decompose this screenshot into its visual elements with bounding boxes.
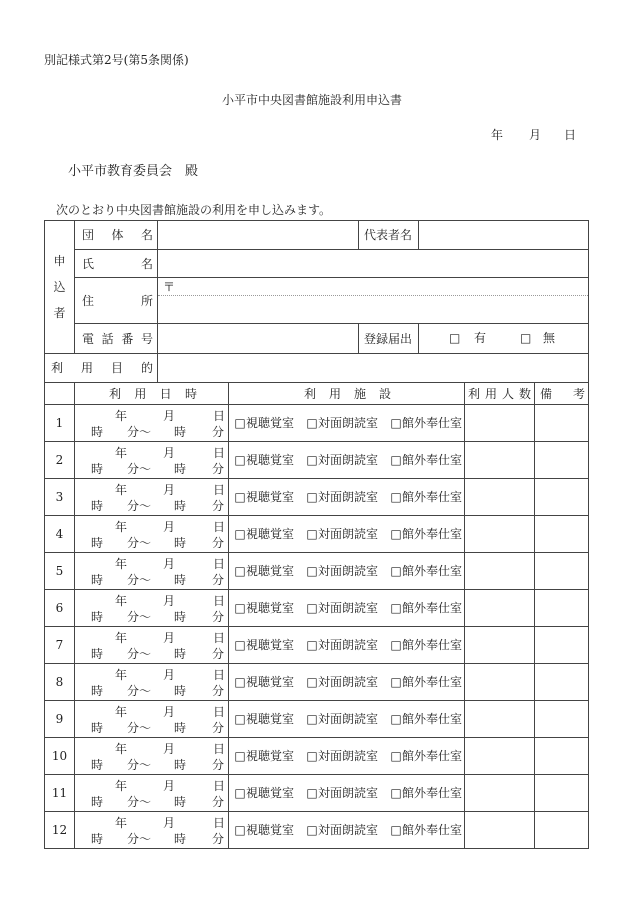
facility-option-label: 対面朗読室 [318,712,379,726]
purpose-field[interactable] [158,354,588,382]
usage-remarks-field[interactable] [535,553,588,589]
usage-facility-options [229,775,464,811]
time-to-minute-label: 分 [212,425,225,439]
usage-remarks-field[interactable] [535,701,588,737]
usage-people-field[interactable] [465,405,534,441]
time-from-minute-label: 分～ [127,499,152,513]
date-year-label: 年 [115,557,128,571]
name-label: 氏 名 [75,250,157,277]
row-number: 3 [45,479,74,515]
usage-remarks-field[interactable] [535,664,588,700]
facility-option-label: 対面朗読室 [318,823,379,837]
time-to-hour-label: 時 [174,536,187,550]
usage-people-field[interactable] [465,627,534,663]
facility-option-outreach-service-room [390,749,462,763]
addressee: 小平市教育委員会 殿 [68,164,199,179]
facility-option-label: 対面朗読室 [318,786,379,800]
row-number: 7 [45,627,74,663]
time-to-hour-label: 時 [174,647,187,661]
date-year-label: 年 [115,742,128,756]
date-month-label: 月 [163,557,176,571]
header-number-cell [45,383,74,404]
date-day-label: 日 [213,816,226,830]
checkbox-face-to-face-reading-room[interactable]: □ [306,712,318,726]
time-from-minute-label: 分～ [127,795,152,809]
facility-option-outreach-service-room [390,527,462,541]
section-char: 者 [53,306,66,320]
facility-option-label: 館外奉仕室 [402,712,463,726]
time-to-hour-label: 時 [174,499,187,513]
date-year-label: 年 [491,128,504,142]
time-from-hour-label: 時 [91,721,104,735]
time-from-hour-label: 時 [91,795,104,809]
checkbox-face-to-face-reading-room[interactable]: □ [306,675,318,689]
checkbox-face-to-face-reading-room[interactable]: □ [306,749,318,763]
form-title: 小平市中央図書館施設利用申込書 [222,93,403,107]
facility-option-label: 館外奉仕室 [402,675,463,689]
date-month-label: 月 [163,483,176,497]
date-day-label: 日 [213,594,226,608]
date-month-label: 月 [163,594,176,608]
facility-option-face-to-face-reading-room [306,564,378,578]
postal-mark: 〒 [163,280,176,294]
checkbox-outreach-service-room[interactable]: □ [390,712,402,726]
facility-option-label: 対面朗読室 [318,749,379,763]
section-char: 申 [53,254,66,268]
facility-option-face-to-face-reading-room [306,638,378,652]
applicant-section-label [45,221,74,353]
header-facility: 利 用 施 設 [229,383,464,404]
time-to-hour-label: 時 [174,462,187,476]
facility-option-label: 対面朗読室 [318,416,379,430]
usage-datetime-field[interactable] [75,553,228,589]
usage-people-field[interactable] [465,775,534,811]
facility-option-face-to-face-reading-room [306,490,378,504]
usage-datetime-field[interactable] [75,738,228,774]
usage-remarks-field[interactable] [535,442,588,478]
time-from-minute-label: 分～ [127,462,152,476]
facility-option-label: 対面朗読室 [318,675,379,689]
facility-option-face-to-face-reading-room [306,749,378,763]
group-name-label: 団 体 名 [75,221,157,249]
time-to-minute-label: 分 [212,721,225,735]
checkbox-audiovisual-room[interactable]: □ [234,675,246,689]
date-year-label: 年 [115,483,128,497]
time-from-minute-label: 分～ [127,684,152,698]
facility-option-face-to-face-reading-room [306,823,378,837]
usage-remarks-field[interactable] [535,479,588,515]
representative-field[interactable] [419,221,588,249]
row-number: 6 [45,590,74,626]
facility-option-outreach-service-room [390,638,462,652]
facility-option-audiovisual-room [234,786,294,800]
date-day-label: 日 [213,705,226,719]
checkbox-audiovisual-room[interactable]: □ [234,527,246,541]
facility-option-audiovisual-room [234,638,294,652]
checkbox-outreach-service-room[interactable]: □ [390,749,402,763]
checkbox-audiovisual-room[interactable]: □ [234,564,246,578]
usage-people-field[interactable] [465,812,534,848]
row-number: 9 [45,701,74,737]
date-year-label: 年 [115,816,128,830]
checkbox-audiovisual-room[interactable]: □ [234,823,246,837]
time-from-minute-label: 分～ [127,573,152,587]
usage-facility-options [229,405,464,441]
purpose-label: 利 用 目 的 [45,354,157,382]
usage-people-field[interactable] [465,738,534,774]
facility-option-face-to-face-reading-room [306,786,378,800]
time-to-minute-label: 分 [212,610,225,624]
facility-option-outreach-service-room [390,490,462,504]
row-number: 4 [45,516,74,552]
facility-option-audiovisual-room [234,564,294,578]
facility-option-audiovisual-room [234,601,294,615]
phone-field[interactable] [158,324,358,353]
usage-facility-options [229,664,464,700]
date-month-label: 月 [163,446,176,460]
checkbox-audiovisual-room[interactable]: □ [234,638,246,652]
checkbox-outreach-service-room[interactable]: □ [390,527,402,541]
checkbox-face-to-face-reading-room[interactable]: □ [306,786,318,800]
row-number: 8 [45,664,74,700]
usage-datetime-field[interactable] [75,664,228,700]
usage-datetime-field[interactable] [75,775,228,811]
facility-option-label: 対面朗読室 [318,453,379,467]
usage-datetime-field[interactable] [75,479,228,515]
usage-facility-options [229,479,464,515]
time-from-minute-label: 分～ [127,536,152,550]
facility-option-outreach-service-room [390,453,462,467]
facility-option-outreach-service-room [390,712,462,726]
checkbox-audiovisual-room[interactable]: □ [234,712,246,726]
header-datetime: 利 用 日 時 [75,383,228,404]
usage-remarks-field[interactable] [535,775,588,811]
checkbox-audiovisual-room[interactable]: □ [234,601,246,615]
time-to-minute-label: 分 [212,795,225,809]
row-number: 1 [45,405,74,441]
header-remarks: 備 考 [535,383,588,404]
checkbox-face-to-face-reading-room[interactable]: □ [306,453,318,467]
checkbox-outreach-service-room[interactable]: □ [390,416,402,430]
usage-people-field[interactable] [465,479,534,515]
facility-option-label: 館外奉仕室 [402,638,463,652]
checkbox-audiovisual-room[interactable]: □ [234,490,246,504]
time-to-hour-label: 時 [174,573,187,587]
facility-option-audiovisual-room [234,453,294,467]
date-year-label: 年 [115,705,128,719]
facility-option-label: 館外奉仕室 [402,601,463,615]
time-to-minute-label: 分 [212,647,225,661]
usage-table [44,383,589,849]
time-from-hour-label: 時 [91,647,104,661]
usage-people-field[interactable] [465,590,534,626]
checkbox-audiovisual-room[interactable]: □ [234,786,246,800]
facility-option-face-to-face-reading-room [306,675,378,689]
usage-facility-options [229,516,464,552]
time-to-hour-label: 時 [174,832,187,846]
time-from-minute-label: 分～ [127,758,152,772]
time-from-minute-label: 分～ [127,610,152,624]
representative-label: 代表者名 [359,221,418,249]
usage-people-field[interactable] [465,553,534,589]
date-month-label: 月 [529,128,542,142]
usage-datetime-field[interactable] [75,442,228,478]
facility-option-audiovisual-room [234,749,294,763]
date-day-label: 日 [213,520,226,534]
usage-remarks-field[interactable] [535,405,588,441]
facility-option-audiovisual-room [234,416,294,430]
facility-option-label: 視聴覚室 [246,527,295,541]
registration-no-checkbox[interactable]: □ [520,331,532,345]
date-month-label: 月 [163,779,176,793]
checkbox-audiovisual-room[interactable]: □ [234,749,246,763]
usage-remarks-field[interactable] [535,590,588,626]
time-from-minute-label: 分～ [127,721,152,735]
address-field[interactable] [158,278,588,323]
facility-option-face-to-face-reading-room [306,416,378,430]
checkbox-outreach-service-room[interactable]: □ [390,638,402,652]
usage-people-field[interactable] [465,664,534,700]
facility-option-label: 対面朗読室 [318,601,379,615]
date-day-label: 日 [213,446,226,460]
row-number: 5 [45,553,74,589]
registration-label: 登録届出 [359,324,418,353]
facility-option-label: 館外奉仕室 [402,527,463,541]
date-year-label: 年 [115,446,128,460]
time-to-minute-label: 分 [212,499,225,513]
date-year-label: 年 [115,668,128,682]
usage-remarks-field[interactable] [535,738,588,774]
date-month-label: 月 [163,705,176,719]
checkbox-face-to-face-reading-room[interactable]: □ [306,490,318,504]
facility-option-label: 館外奉仕室 [402,823,463,837]
usage-people-field[interactable] [465,516,534,552]
date-month-label: 月 [163,409,176,423]
date-day-label: 日 [213,668,226,682]
usage-remarks-field[interactable] [535,812,588,848]
date-year-label: 年 [115,409,128,423]
applicant-table [44,220,589,383]
facility-option-face-to-face-reading-room [306,453,378,467]
facility-option-label: 対面朗読室 [318,564,379,578]
checkbox-outreach-service-room[interactable]: □ [390,453,402,467]
checkbox-outreach-service-room[interactable]: □ [390,823,402,837]
checkbox-face-to-face-reading-room[interactable]: □ [306,638,318,652]
time-from-hour-label: 時 [91,536,104,550]
facility-option-label: 視聴覚室 [246,416,295,430]
row-number: 2 [45,442,74,478]
usage-datetime-field[interactable] [75,590,228,626]
time-from-hour-label: 時 [91,758,104,772]
date-day-label: 日 [213,483,226,497]
usage-facility-options [229,701,464,737]
usage-people-field[interactable] [465,701,534,737]
usage-facility-options [229,590,464,626]
facility-option-label: 視聴覚室 [246,638,295,652]
date-year-label: 年 [115,779,128,793]
date-year-label: 年 [115,631,128,645]
date-month-label: 月 [163,631,176,645]
time-from-hour-label: 時 [91,499,104,513]
time-from-hour-label: 時 [91,832,104,846]
row-number: 11 [45,775,74,811]
facility-option-label: 館外奉仕室 [402,416,463,430]
usage-datetime-field[interactable] [75,405,228,441]
facility-option-outreach-service-room [390,675,462,689]
usage-people-field[interactable] [465,442,534,478]
facility-option-audiovisual-room [234,527,294,541]
time-to-hour-label: 時 [174,610,187,624]
registration-yes-checkbox[interactable]: □ [449,331,461,345]
row-number: 10 [45,738,74,774]
time-from-minute-label: 分～ [127,647,152,661]
usage-remarks-field[interactable] [535,627,588,663]
facility-option-outreach-service-room [390,601,462,615]
checkbox-outreach-service-room[interactable]: □ [390,490,402,504]
facility-option-outreach-service-room [390,564,462,578]
date-year-label: 年 [115,520,128,534]
facility-option-label: 視聴覚室 [246,564,295,578]
time-to-hour-label: 時 [174,721,187,735]
form-number: 別記様式第2号(第5条関係) [44,53,189,67]
facility-option-label: 視聴覚室 [246,749,295,763]
facility-option-label: 視聴覚室 [246,823,295,837]
facility-option-label: 対面朗読室 [318,527,379,541]
usage-facility-options [229,812,464,848]
facility-option-label: 館外奉仕室 [402,749,463,763]
date-day-label: 日 [213,409,226,423]
facility-option-outreach-service-room [390,786,462,800]
usage-datetime-field[interactable] [75,627,228,663]
time-from-hour-label: 時 [91,425,104,439]
facility-option-label: 視聴覚室 [246,601,295,615]
date-day-label: 日 [213,742,226,756]
phone-label: 電 話 番 号 [75,324,157,353]
time-to-minute-label: 分 [212,832,225,846]
date-day-label: 日 [213,779,226,793]
facility-option-face-to-face-reading-room [306,712,378,726]
usage-remarks-field[interactable] [535,516,588,552]
time-from-hour-label: 時 [91,573,104,587]
checkbox-face-to-face-reading-room[interactable]: □ [306,601,318,615]
intro-text: 次のとおり中央図書館施設の利用を申し込みます。 [56,203,332,217]
postal-code-divider [158,295,588,296]
usage-datetime-field[interactable] [75,516,228,552]
time-from-minute-label: 分～ [127,425,152,439]
checkbox-face-to-face-reading-room[interactable]: □ [306,527,318,541]
facility-option-outreach-service-room [390,823,462,837]
facility-option-label: 対面朗読室 [318,638,379,652]
row-number: 12 [45,812,74,848]
time-to-hour-label: 時 [174,758,187,772]
facility-option-label: 視聴覚室 [246,490,295,504]
section-char: 込 [53,280,66,294]
registration-yes-label: 有 [474,331,487,345]
facility-option-outreach-service-room [390,416,462,430]
time-to-hour-label: 時 [174,425,187,439]
facility-option-label: 視聴覚室 [246,453,295,467]
time-to-minute-label: 分 [212,758,225,772]
name-field[interactable] [158,250,588,277]
facility-option-label: 館外奉仕室 [402,564,463,578]
facility-option-label: 館外奉仕室 [402,453,463,467]
date-day-label: 日 [564,128,577,142]
date-day-label: 日 [213,557,226,571]
time-from-minute-label: 分～ [127,832,152,846]
checkbox-outreach-service-room[interactable]: □ [390,675,402,689]
facility-option-audiovisual-room [234,675,294,689]
checkbox-face-to-face-reading-room[interactable]: □ [306,416,318,430]
time-to-minute-label: 分 [212,462,225,476]
date-month-label: 月 [163,520,176,534]
facility-option-label: 館外奉仕室 [402,490,463,504]
checkbox-outreach-service-room[interactable]: □ [390,786,402,800]
time-from-hour-label: 時 [91,684,104,698]
usage-datetime-field[interactable] [75,701,228,737]
facility-option-label: 視聴覚室 [246,786,295,800]
date-month-label: 月 [163,668,176,682]
time-to-minute-label: 分 [212,573,225,587]
time-to-hour-label: 時 [174,684,187,698]
address-label: 住 所 [75,278,157,323]
time-to-hour-label: 時 [174,795,187,809]
group-name-field[interactable] [158,221,358,249]
usage-facility-options [229,738,464,774]
time-from-hour-label: 時 [91,610,104,624]
usage-facility-options [229,627,464,663]
time-from-hour-label: 時 [91,462,104,476]
facility-option-label: 視聴覚室 [246,712,295,726]
time-to-minute-label: 分 [212,684,225,698]
facility-option-audiovisual-room [234,490,294,504]
date-month-label: 月 [163,742,176,756]
time-to-minute-label: 分 [212,536,225,550]
date-year-label: 年 [115,594,128,608]
checkbox-face-to-face-reading-room[interactable]: □ [306,564,318,578]
registration-no-label: 無 [543,331,556,345]
checkbox-face-to-face-reading-room[interactable]: □ [306,823,318,837]
usage-facility-options [229,553,464,589]
header-people: 利 用 人 数 [465,383,534,404]
facility-option-face-to-face-reading-room [306,527,378,541]
facility-option-audiovisual-room [234,712,294,726]
facility-option-face-to-face-reading-room [306,601,378,615]
facility-option-label: 視聴覚室 [246,675,295,689]
registration-options [419,324,588,353]
usage-facility-options [229,442,464,478]
date-month-label: 月 [163,816,176,830]
checkbox-outreach-service-room[interactable]: □ [390,601,402,615]
date-day-label: 日 [213,631,226,645]
facility-option-label: 対面朗読室 [318,490,379,504]
facility-option-label: 館外奉仕室 [402,786,463,800]
checkbox-audiovisual-room[interactable]: □ [234,416,246,430]
checkbox-outreach-service-room[interactable]: □ [390,564,402,578]
usage-datetime-field[interactable] [75,812,228,848]
facility-option-audiovisual-room [234,823,294,837]
checkbox-audiovisual-room[interactable]: □ [234,453,246,467]
